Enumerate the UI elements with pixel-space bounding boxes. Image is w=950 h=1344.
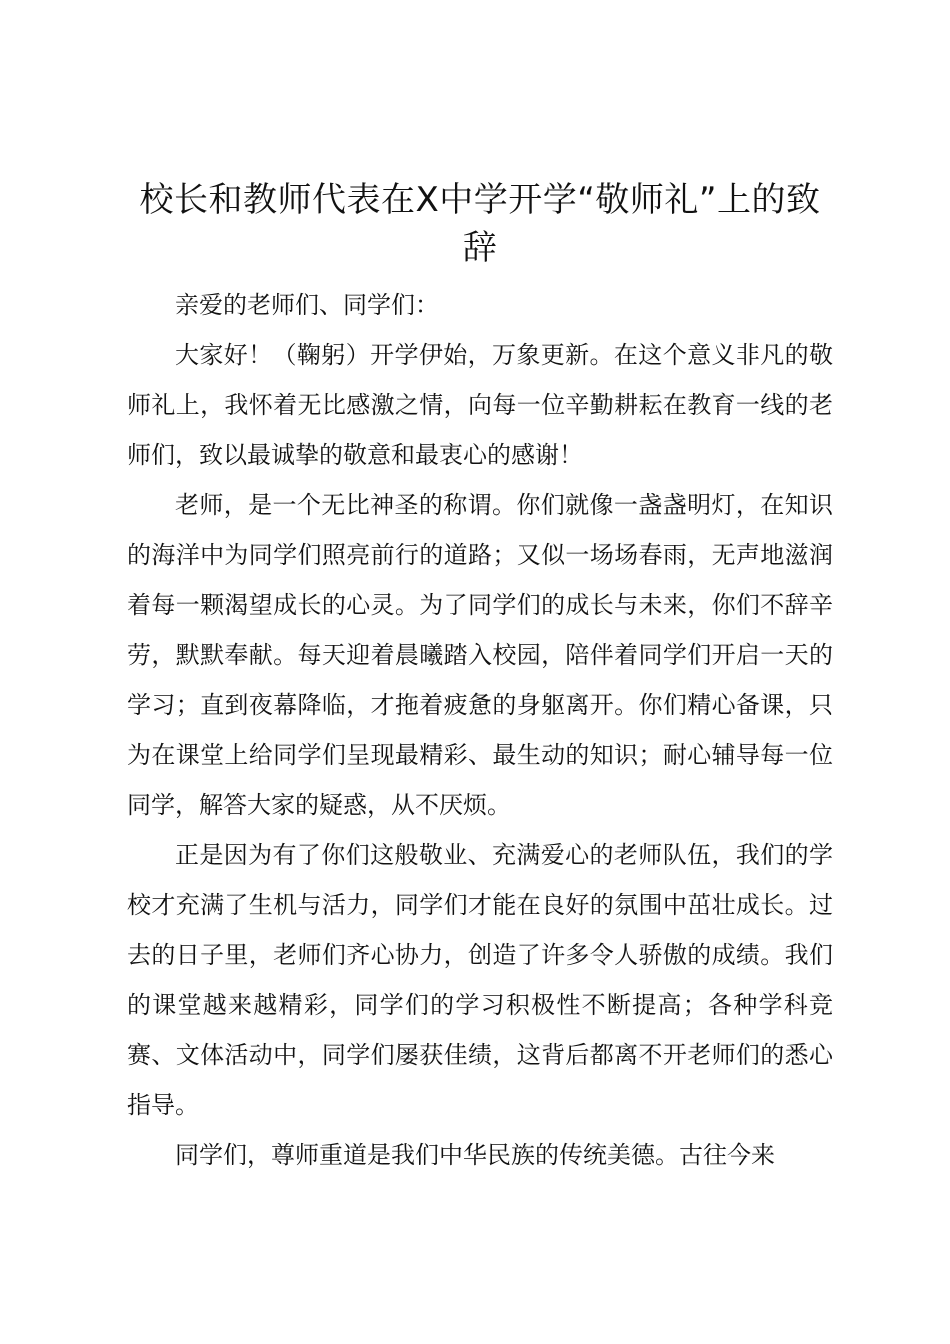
- document-body: [127, 176, 833, 1180]
- paragraph-school-achievements: 正是因为有了你们这般敬业、充满爱心的老师队伍，我们的学校才充满了生机与活力，同学们才能在良好的氛围中茁壮成长。过去的日子里，老师们齐心协力，创造了许多令人骄傲的成绩。我们的课堂越来越精彩，同学们的学习积极性不断提高；各种学科竞赛、文体活动中，同学们屡获佳绩，这背后都离不开老师们的悉心指导。: [127, 841, 833, 1119]
- document-title: 校长和教师代表在X中学开学“敬师礼”上的致辞: [139, 180, 821, 268]
- paragraph-teacher-praise: 老师，是一个无比神圣的称谓。你们就像一盏盏明灯，在知识的海洋中为同学们照亮前行的道路；又似一场场春雨，无声地滋润着每一颗渴望成长的心灵。为了同学们的成长与未来，你们不辞辛劳，默默奉献。每天迎着晨曦踏入校园，陪伴着同学们开启一天的学习；直到夜幕降临，才拖着疲惫的身躯离开。你们精心备课，只为在课堂上给同学们呈现最精彩、最生动的知识；耐心辅导每一位同学，解答大家的疑惑，从不厌烦。: [127, 491, 833, 819]
- paragraph-greeting: 大家好！（鞠躬）开学伊始，万象更新。在这个意义非凡的敬师礼上，我怀着无比感激之情，向每一位辛勤耕耘在教育一线的老师们，致以最诚挚的敬意和最衷心的感谢！: [127, 341, 833, 469]
- salutation: 亲爱的老师们、同学们：: [175, 291, 439, 319]
- paragraph-respect-tradition: 同学们，尊师重道是我们中华民族的传统美德。古往今来: [175, 1141, 775, 1169]
